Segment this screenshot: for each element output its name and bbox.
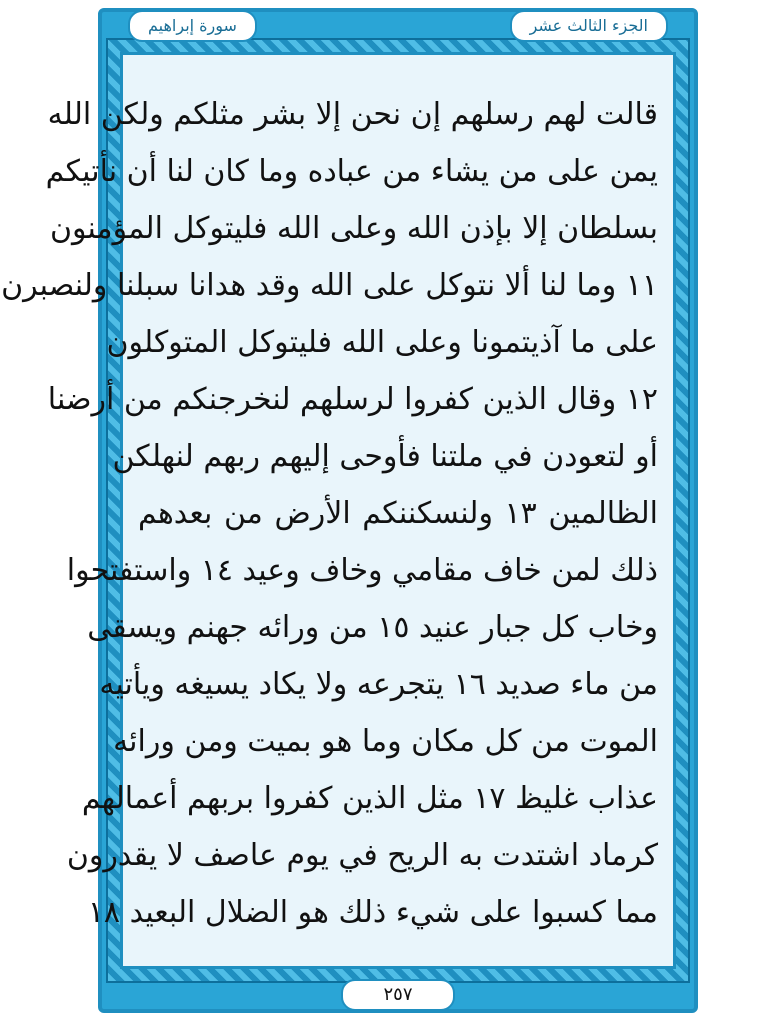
text-line: بسلطان إلا بإذن الله وعلى الله فليتوكل المؤمنون xyxy=(49,211,658,246)
text-line: من ماء صديد ١٦ يتجرعه ولا يكاد يسيغه ويأتيه xyxy=(99,667,658,702)
text-line: على ما آذيتمونا وعلى الله فليتوكل المتوكلون xyxy=(106,325,658,360)
surah-name-label: سورة إبراهيم xyxy=(128,10,257,42)
verse-lines xyxy=(1,86,658,941)
juz-label: الجزء الثالث عشر xyxy=(510,10,668,42)
text-line: وخاب كل جبار عنيد ١٥ من ورائه جهنم ويسقى xyxy=(87,610,658,645)
text-line: الموت من كل مكان وما هو بميت ومن ورائه xyxy=(113,724,658,759)
text-line: ١٢ وقال الذين كفروا لرسلهم لنخرجنكم من أرضنا xyxy=(47,382,658,417)
text-line: عذاب غليظ ١٧ مثل الذين كفروا بربهم أعمالهم xyxy=(81,781,658,816)
text-line: يمن على من يشاء من عباده وما كان لنا أن نأتيكم xyxy=(45,154,658,189)
text-line: أو لتعودن في ملتنا فأوحى إليهم ربهم لنهلكن xyxy=(112,439,658,474)
mushaf-page xyxy=(1,8,698,1013)
page-number: ٢٥٧ xyxy=(341,979,455,1011)
text-line: ١١ وما لنا ألا نتوكل على الله وقد هدانا سبلنا ولنصبرن xyxy=(1,268,658,303)
text-line: قالت لهم رسلهم إن نحن إلا بشر مثلكم ولكن الله xyxy=(47,97,658,132)
text-line: الظالمين ١٣ ولنسكننكم الأرض من بعدهم xyxy=(138,496,658,531)
text-line: كرماد اشتدت به الريح في يوم عاصف لا يقدرون xyxy=(66,838,658,873)
text-line: ذلك لمن خاف مقامي وخاف وعيد ١٤ واستفتحوا xyxy=(66,553,658,588)
text-line: مما كسبوا على شيء ذلك هو الضلال البعيد ١٨ xyxy=(87,895,658,930)
